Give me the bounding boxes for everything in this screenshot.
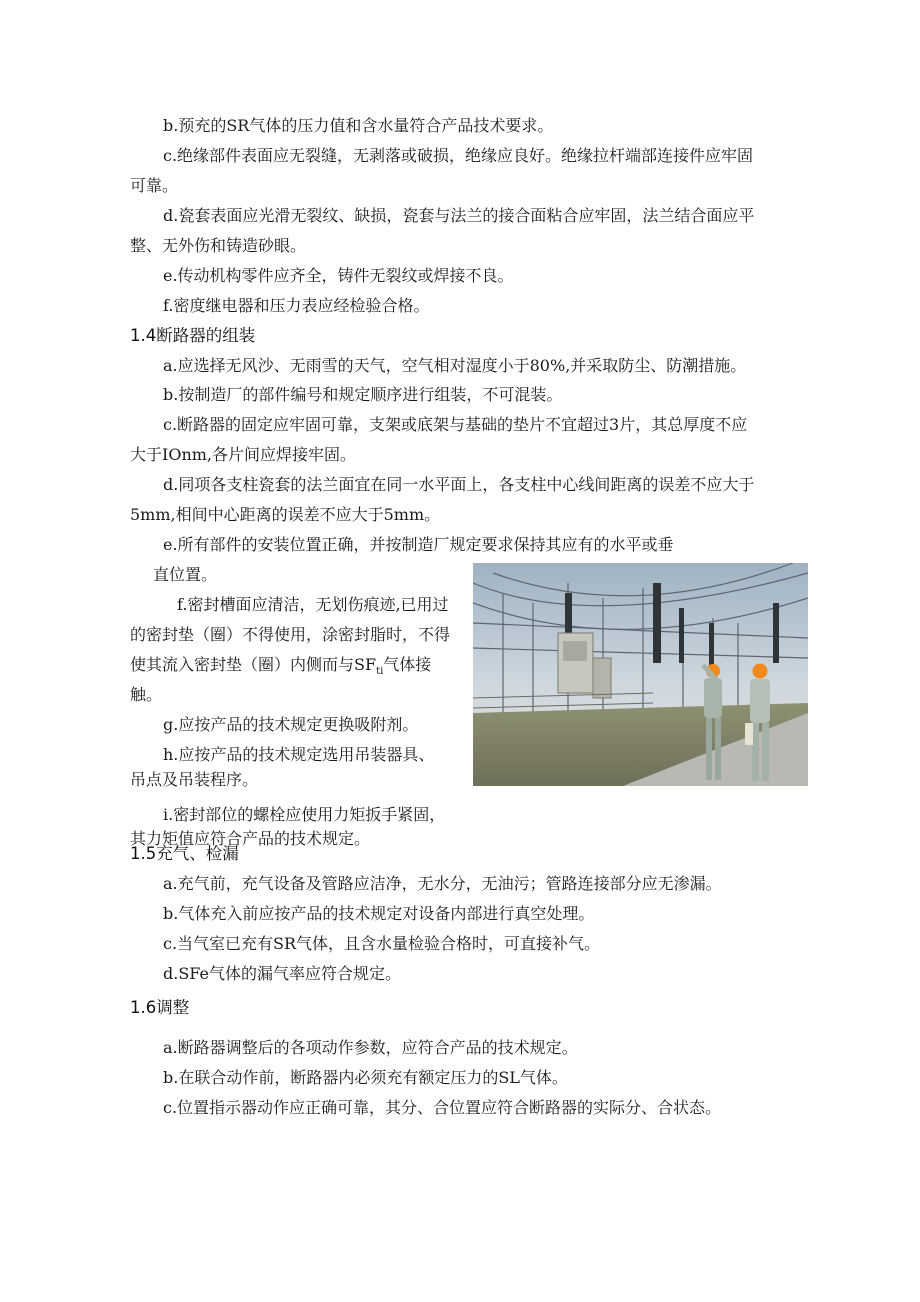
paragraph-c-refill: c.当气室已充有SR气体，且含水量检验合格时，可直接补气。 [163,934,601,953]
paragraph-c-insulation-cont: 可靠。 [130,176,179,195]
paragraph-f-sealing-groove-cont2 [130,654,431,683]
paragraph-h-lifting: h.应按产品的技术规定选用吊装器具、 [163,745,435,764]
paragraph-f-sealing-groove-cont3: 触。 [130,685,163,704]
paragraph-h-lifting-cont: 吊点及吊装程序。 [130,770,259,789]
paragraph-d-porcelain-cont: 整、无外伤和铸造砂眼。 [130,236,307,255]
paragraph-d-flange-level-cont: 5mm,相间中心距离的误差不应大于5mm。 [130,505,441,524]
paragraph-g-adsorbent: g.应按产品的技术规定更换吸附剂。 [163,715,419,734]
paragraph-b-vacuum: b.气体充入前应按产品的技术规定对设备内部进行真空处理。 [163,904,595,923]
sf-gas-text-start: 使其流入密封垫（圈）内侧而与SF [130,655,377,674]
paragraph-c-insulation: c.绝缘部件表面应无裂缝，无剥落或破损，绝缘应良好。绝缘拉杆端部连接件应牢固 [163,146,754,165]
paragraph-c-fixing: c.断路器的固定应牢固可靠，支架或底架与基础的垫片不宜超过3片，其总厚度不应 [163,415,748,434]
paragraph-a-parameters: a.断路器调整后的各项动作参数，应符合产品的技术规定。 [163,1038,578,1057]
paragraph-d-porcelain: d.瓷套表面应光滑无裂纹、缺损，瓷套与法兰的接合面粘合应牢固，法兰结合面应平 [163,206,755,225]
section-heading-1-4: 1.4断路器的组装 [130,326,256,345]
section-heading-1-5: 1.5充气、检漏 [130,844,239,863]
paragraph-f-density-relay: f.密度继电器和压力表应经检验合格。 [163,296,430,315]
paragraph-e-positions-cont: 直位置。 [153,565,218,584]
substation-photo [473,563,808,786]
section-heading-1-6: 1.6调整 [130,998,190,1017]
paragraph-a-weather: a.应选择无风沙、无雨雪的天气，空气相对湿度小于80%,并采取防尘、防潮措施。 [163,356,747,375]
paragraph-i-bolts: i.密封部位的螺栓应使用力矩扳手紧固， [163,805,446,824]
paragraph-c-position-indicator: c.位置指示器动作应正确可靠，其分、合位置应符合断路器的实际分、合状态。 [163,1098,722,1117]
paragraph-i-bolts-cont: 其力矩值应符合产品的技术规定。 [130,829,371,848]
paragraph-b-rated-pressure: b.在联合动作前，断路器内必须充有额定压力的SL气体。 [163,1068,568,1087]
paragraph-b-assembly-order: b.按制造厂的部件编号和规定顺序进行组装，不可混装。 [163,385,563,404]
paragraph-e-transmission: e.传动机构零件应齐全，铸件无裂纹或焊接不良。 [163,266,514,285]
paragraph-a-before-filling: a.充气前，充气设备及管路应洁净，无水分，无油污；管路连接部分应无渗漏。 [163,874,722,893]
paragraph-e-positions: e.所有部件的安装位置正确，并按制造厂规定要求保持其应有的水平或垂 [163,535,674,554]
paragraph-c-fixing-cont: 大于IOnm,各片间应焊接牢固。 [130,445,357,464]
paragraph-f-sealing-groove-cont1: 的密封垫（圈）不得使用，涂密封脂时，不得 [130,625,451,644]
sf-gas-text-end: 气体接 [383,655,432,674]
sf-subscript: ti [376,666,384,678]
paragraph-d-flange-level: d.同项各支柱瓷套的法兰面宜在同一水平面上，各支柱中心线间距离的误差不应大于 [163,475,755,494]
paragraph-d-leak-rate: d.SFe气体的漏气率应符合规定。 [163,964,401,983]
paragraph-f-sealing-groove: f.密封槽面应清洁，无划伤痕迹,已用过 [177,595,449,614]
paragraph-b-prefilled-gas: b.预充的SR气体的压力值和含水量符合产品技术要求。 [163,116,554,135]
